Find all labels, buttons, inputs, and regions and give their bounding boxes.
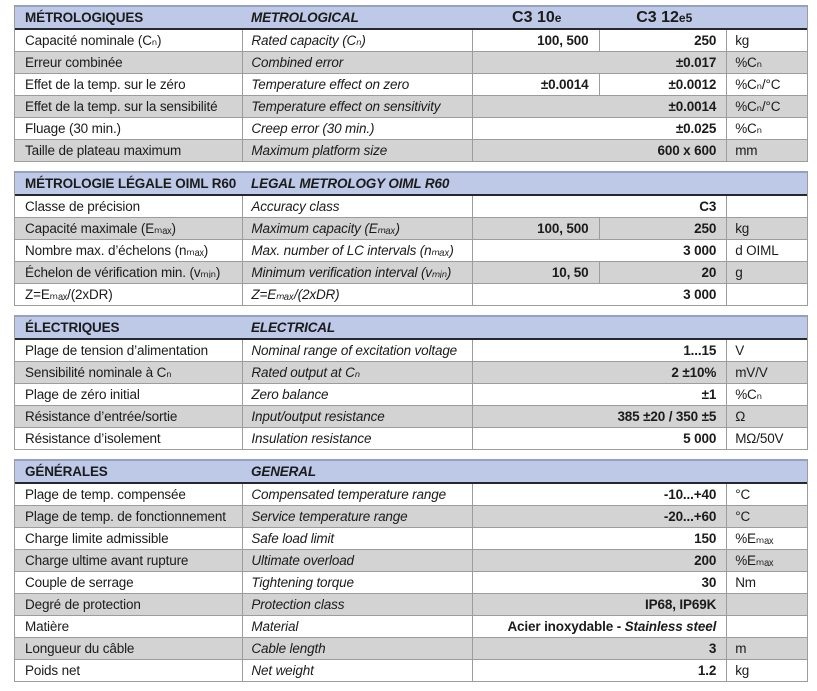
row-value-col1: ±0.0014 (472, 74, 599, 95)
row-label-en: Tightening torque (242, 572, 471, 593)
table-row (15, 52, 807, 74)
row-value (472, 118, 726, 139)
row-value (472, 384, 726, 405)
table-row (15, 528, 807, 550)
row-label-fr: Effet de la temp. sur la sensibilité (25, 99, 218, 114)
section-title-en: METROLOGICAL (251, 10, 359, 25)
row-label-en: Cable length (242, 638, 471, 659)
row-value (472, 96, 726, 117)
row-label-en: Service temperature range (242, 506, 471, 527)
row-value-text: 1.2 (697, 663, 717, 678)
row-value (472, 594, 726, 615)
row-value-text: ±0.017 (675, 55, 717, 70)
row-value-text: -20...+60 (663, 509, 717, 524)
row-unit: %Eₘₐₓ (726, 550, 807, 571)
row-unit: %Eₘₐₓ (726, 528, 807, 549)
row-label-en: Ultimate overload (242, 550, 471, 571)
row-label-en: Input/output resistance (242, 406, 471, 427)
table-row (15, 96, 807, 118)
row-value-col1: 100, 500 (472, 30, 599, 51)
row-label-fr: Plage de zéro initial (25, 387, 140, 402)
section-header (15, 5, 807, 30)
row-value-text: ±1 (701, 387, 717, 402)
row-label-fr: Échelon de vérification min. (vₘᵢₙ) (25, 264, 221, 280)
section-title-fr: MÉTROLOGIQUES (25, 10, 144, 25)
row-label-fr: Erreur combinée (25, 55, 123, 70)
row-unit: mm (726, 140, 807, 161)
row-unit (726, 594, 807, 615)
row-label-fr: Charge ultime avant rupture (25, 553, 189, 568)
row-unit: °C (726, 484, 807, 505)
row-value (472, 340, 726, 361)
row-value-text: 1...15 (683, 343, 717, 358)
row-label-en: Material (242, 616, 471, 637)
row-label-en: Temperature effect on zero (242, 74, 471, 95)
row-unit: V (726, 340, 807, 361)
spec-section (14, 171, 808, 306)
row-value-col1: 10, 50 (472, 262, 599, 283)
table-row (15, 140, 807, 162)
table-row (15, 196, 807, 218)
table-row (15, 362, 807, 384)
row-label-en: Accuracy class (242, 196, 471, 217)
row-label-en: Safe load limit (242, 528, 471, 549)
table-row (15, 74, 807, 96)
row-label-fr: Capacité nominale (Cₙ) (25, 32, 162, 48)
row-label-en: Rated output at Cₙ (242, 362, 471, 383)
row-unit: m (726, 638, 807, 659)
row-unit: Ω (726, 406, 807, 427)
row-value (472, 52, 726, 73)
row-unit: Nm (726, 572, 807, 593)
row-value-text-italic: Stainless steel (624, 619, 717, 634)
spec-table (14, 5, 808, 682)
section-rows (15, 340, 807, 450)
row-value (472, 240, 726, 261)
row-value-text: 3 (708, 641, 717, 656)
row-label-en: Protection class (242, 594, 471, 615)
row-label-en: Z=Eₘₐₓ/(2xDR) (242, 284, 471, 305)
model-name (601, 9, 729, 27)
model-name-main: C3 12 (636, 8, 679, 26)
table-row (15, 506, 807, 528)
section-rows (15, 484, 807, 682)
section-title-fr: MÉTROLOGIE LÉGALE OIML R60 (25, 176, 237, 191)
row-label-en: Combined error (242, 52, 471, 73)
row-value (472, 528, 726, 549)
row-unit: %Cₙ (726, 52, 807, 73)
row-label-fr: Fluage (30 min.) (25, 121, 121, 136)
row-value-col2: 250 (599, 218, 727, 239)
row-label-fr: Poids net (25, 663, 80, 678)
row-label-fr: Classe de précision (25, 199, 140, 214)
table-row (15, 428, 807, 450)
spec-section (14, 315, 808, 450)
row-label-en: Temperature effect on sensitivity (242, 96, 471, 117)
row-value (472, 196, 726, 217)
row-unit: g (726, 262, 807, 283)
table-row (15, 406, 807, 428)
row-value-text: IP68, IP69K (645, 597, 717, 612)
table-row (15, 284, 807, 306)
model-name-main: C3 10 (512, 8, 555, 26)
section-title-en: GENERAL (251, 464, 316, 479)
table-row (15, 240, 807, 262)
row-label-en: Rated capacity (Cₙ) (242, 30, 471, 51)
row-value (472, 660, 726, 681)
table-row (15, 616, 807, 638)
row-label-en: Compensated temperature range (242, 484, 471, 505)
section-header (15, 459, 807, 484)
row-label-fr: Charge limite admissible (25, 531, 169, 546)
row-value (472, 406, 726, 427)
section-title-en: LEGAL METROLOGY OIML R60 (251, 176, 450, 191)
row-label-en: Max. number of LC intervals (nₘₐₓ) (242, 240, 471, 261)
row-value-text: 2 ±10% (671, 365, 717, 380)
row-unit: MΩ/50V (726, 428, 807, 449)
row-unit: kg (726, 30, 807, 51)
row-value-text: Acier inoxydable - (507, 619, 625, 634)
row-label-fr: Sensibilité nominale à Cₙ (25, 364, 172, 380)
row-label-fr: Résistance d’isolement (25, 431, 161, 446)
row-label-fr: Matière (25, 619, 69, 634)
row-unit: %Cₙ (726, 118, 807, 139)
table-row (15, 30, 807, 52)
row-label-fr: Nombre max. d’échelons (nₘₐₓ) (25, 242, 209, 258)
table-row (15, 340, 807, 362)
row-value-text: 5 000 (683, 431, 717, 446)
row-label-fr: Plage de temp. compensée (25, 487, 186, 502)
row-label-en: Nominal range of excitation voltage (242, 340, 471, 361)
row-label-en: Creep error (30 min.) (242, 118, 471, 139)
row-value (472, 140, 726, 161)
spec-section (14, 459, 808, 682)
row-unit: kg (726, 218, 807, 239)
row-label-fr: Taille de plateau maximum (25, 143, 182, 158)
row-value-text: 3 000 (683, 287, 717, 302)
row-value (472, 484, 726, 505)
table-row (15, 118, 807, 140)
row-unit: °C (726, 506, 807, 527)
row-value-col1: 100, 500 (472, 218, 599, 239)
row-unit: %Cₙ (726, 384, 807, 405)
row-label-en: Maximum platform size (242, 140, 471, 161)
table-row (15, 638, 807, 660)
table-row (15, 218, 807, 240)
spec-section (14, 5, 808, 162)
row-unit: mV/V (726, 362, 807, 383)
row-value (472, 506, 726, 527)
row-label-fr: Effet de la temp. sur le zéro (25, 77, 186, 92)
table-row (15, 262, 807, 284)
row-label-fr: Capacité maximale (Eₘₐₓ) (25, 220, 176, 236)
row-value-col2: ±0.0012 (599, 74, 727, 95)
row-unit: d OIML (726, 240, 807, 261)
table-row (15, 594, 807, 616)
row-value (472, 550, 726, 571)
table-row (15, 484, 807, 506)
model-columns (473, 9, 728, 27)
section-title-en: ELECTRICAL (251, 320, 335, 335)
row-unit (726, 196, 807, 217)
model-name (473, 9, 601, 27)
section-rows (15, 196, 807, 306)
row-value (472, 428, 726, 449)
row-value (472, 572, 726, 593)
row-value-col2: 20 (599, 262, 727, 283)
row-value (472, 638, 726, 659)
model-name-suffix: e (554, 10, 562, 25)
row-unit: kg (726, 660, 807, 681)
row-unit: %Cₙ/°C (726, 96, 807, 117)
model-name-suffix: e5 (678, 10, 693, 25)
row-label-fr: Couple de serrage (25, 575, 134, 590)
section-header (15, 171, 807, 196)
table-row (15, 384, 807, 406)
row-label-en: Maximum capacity (Eₘₐₓ) (242, 218, 471, 239)
row-unit (726, 616, 807, 637)
row-value-text: 600 x 600 (657, 143, 717, 158)
row-value-text: -10...+40 (663, 487, 717, 502)
table-row (15, 572, 807, 594)
row-value-text: ±0.025 (675, 121, 717, 136)
row-value-text: C3 (699, 199, 717, 214)
section-rows (15, 30, 807, 162)
row-value (472, 362, 726, 383)
row-label-fr: Degré de protection (25, 597, 141, 612)
row-value-text: 385 ±20 / 350 ±5 (617, 409, 717, 424)
section-title-fr: GÉNÉRALES (25, 464, 108, 479)
row-label-en: Zero balance (242, 384, 471, 405)
row-label-en: Net weight (242, 660, 471, 681)
row-value-text: 200 (694, 553, 717, 568)
row-value-text: 150 (694, 531, 717, 546)
table-row (15, 550, 807, 572)
row-label-en: Insulation resistance (242, 428, 471, 449)
row-value-text: ±0.0014 (668, 99, 717, 114)
row-label-en: Minimum verification interval (vₘᵢₙ) (242, 262, 471, 283)
row-label-fr: Plage de tension d’alimentation (25, 343, 208, 358)
row-value-col2: 250 (599, 30, 727, 51)
row-value (472, 616, 726, 637)
row-label-fr: Résistance d’entrée/sortie (25, 409, 178, 424)
table-row (15, 660, 807, 682)
row-label-fr: Z=Eₘₐₓ/(2xDR) (25, 286, 113, 302)
row-unit: %Cₙ/°C (726, 74, 807, 95)
row-value-text: 3 000 (683, 243, 717, 258)
row-label-fr: Longueur du câble (25, 641, 135, 656)
row-unit (726, 284, 807, 305)
row-label-fr: Plage de temp. de fonctionnement (25, 509, 226, 524)
section-title-fr: ÉLECTRIQUES (25, 320, 120, 335)
section-header (15, 315, 807, 340)
row-value-text: 30 (701, 575, 717, 590)
row-value (472, 284, 726, 305)
